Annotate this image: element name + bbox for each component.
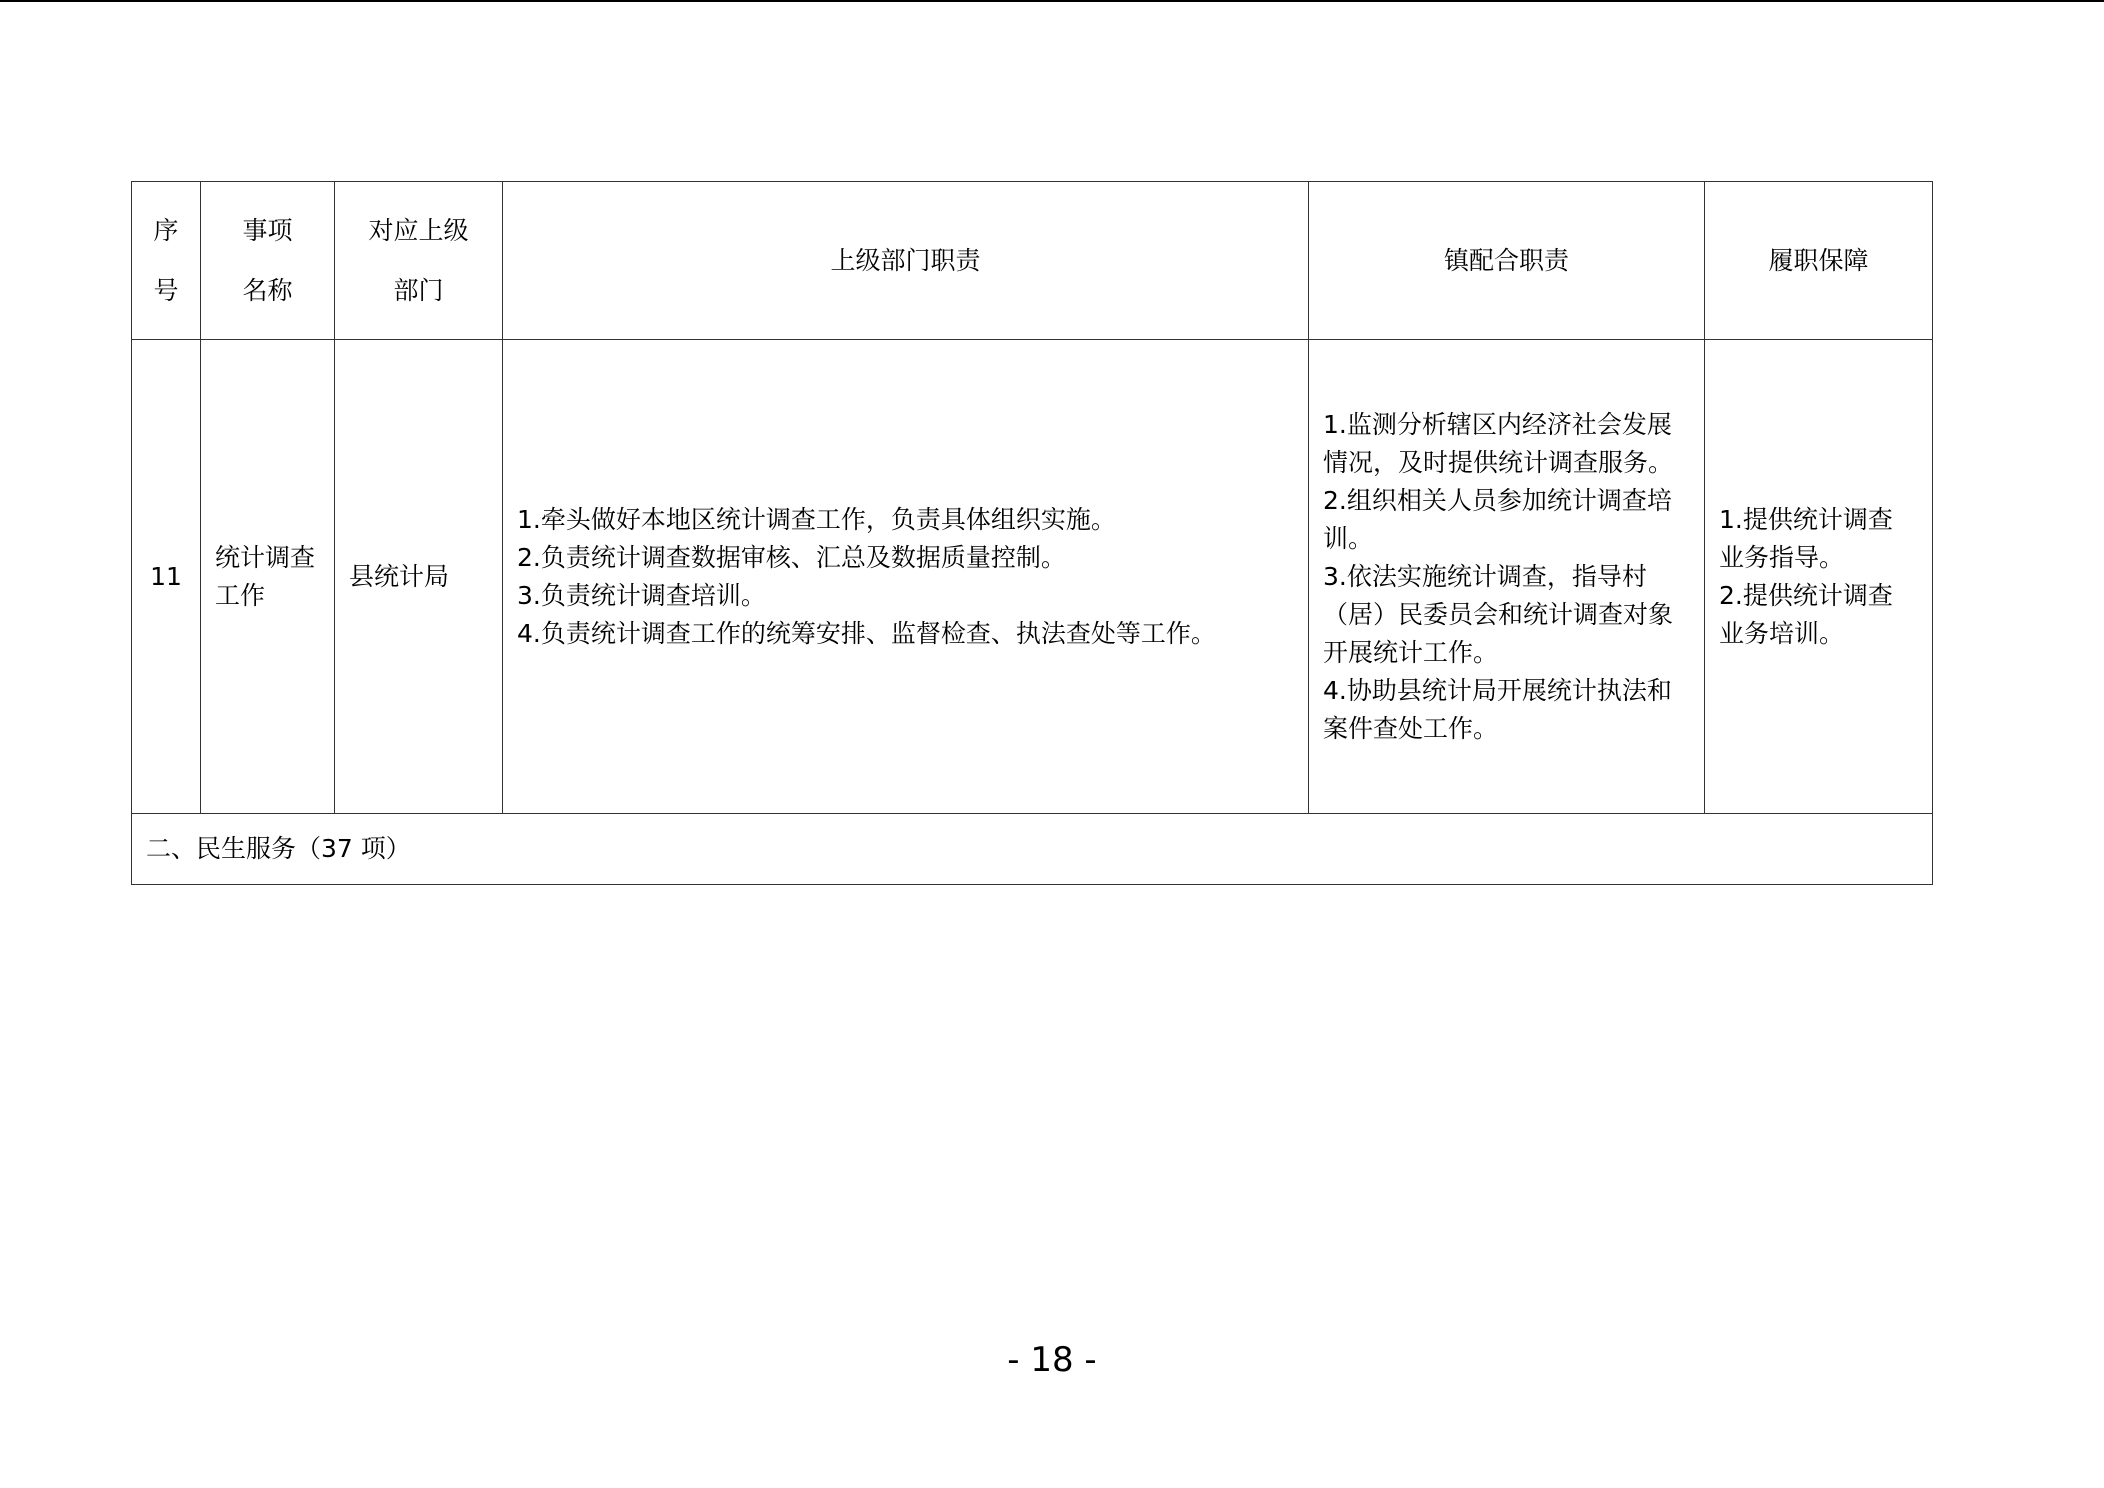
page-number: - 18 -	[1007, 1340, 1097, 1380]
row-superior-duty	[503, 340, 1309, 814]
town-duty-line-3: 2.组织相关人员参加统计调查培	[1323, 485, 1672, 515]
header-superior-dept-line-2: 部门	[393, 275, 444, 305]
row-index: 11	[132, 340, 201, 814]
header-guarantee: 履职保障	[1705, 182, 1933, 340]
town-duty-line-8: 4.协助县统计局开展统计执法和	[1323, 675, 1672, 705]
header-town-duty: 镇配合职责	[1309, 182, 1705, 340]
top-border-line	[0, 0, 2104, 2]
table-header-row	[132, 182, 1933, 340]
town-duty-line-7: 开展统计工作。	[1323, 637, 1499, 667]
row-superior-dept: 县统计局	[335, 340, 503, 814]
header-index-line-2: 号	[153, 275, 179, 305]
section-label: 二、民生服务（37 项）	[132, 814, 1933, 885]
guarantee-line-4: 业务培训。	[1719, 618, 1845, 648]
town-duty-line-1: 1.监测分析辖区内经济社会发展	[1323, 409, 1672, 439]
header-item-name-line-1: 事项	[242, 215, 293, 245]
section-row	[132, 814, 1933, 885]
town-duty-line-4: 训。	[1323, 523, 1374, 553]
superior-duty-item-2: 2.负责统计调查数据审核、汇总及数据质量控制。	[517, 542, 1066, 572]
town-duty-line-2: 情况，及时提供统计调查服务。	[1323, 447, 1674, 477]
guarantee-line-3: 2.提供统计调查	[1719, 580, 1893, 610]
table-row	[132, 340, 1933, 814]
row-item-name-line-1: 统计调查	[215, 542, 316, 572]
row-item-name	[201, 340, 335, 814]
superior-duty-item-1: 1.牵头做好本地区统计调查工作，负责具体组织实施。	[517, 504, 1116, 534]
duty-table	[131, 181, 1933, 885]
row-town-duty	[1309, 340, 1705, 814]
header-superior-dept	[335, 182, 503, 340]
header-index-line-1: 序	[153, 215, 179, 245]
row-guarantee	[1705, 340, 1933, 814]
superior-duty-item-4: 4.负责统计调查工作的统筹安排、监督检查、执法查处等工作。	[517, 618, 1216, 648]
header-item-name-line-2: 名称	[242, 275, 293, 305]
guarantee-line-1: 1.提供统计调查	[1719, 504, 1893, 534]
town-duty-line-6: （居）民委员会和统计调查对象	[1323, 599, 1674, 629]
row-item-name-line-2: 工作	[215, 580, 266, 610]
header-index	[132, 182, 201, 340]
header-item-name	[201, 182, 335, 340]
superior-duty-item-3: 3.负责统计调查培训。	[517, 580, 766, 610]
town-duty-line-9: 案件查处工作。	[1323, 713, 1499, 743]
guarantee-line-2: 业务指导。	[1719, 542, 1845, 572]
header-superior-duty: 上级部门职责	[503, 182, 1309, 340]
town-duty-line-5: 3.依法实施统计调查，指导村	[1323, 561, 1647, 591]
header-superior-dept-line-1: 对应上级	[368, 215, 469, 245]
